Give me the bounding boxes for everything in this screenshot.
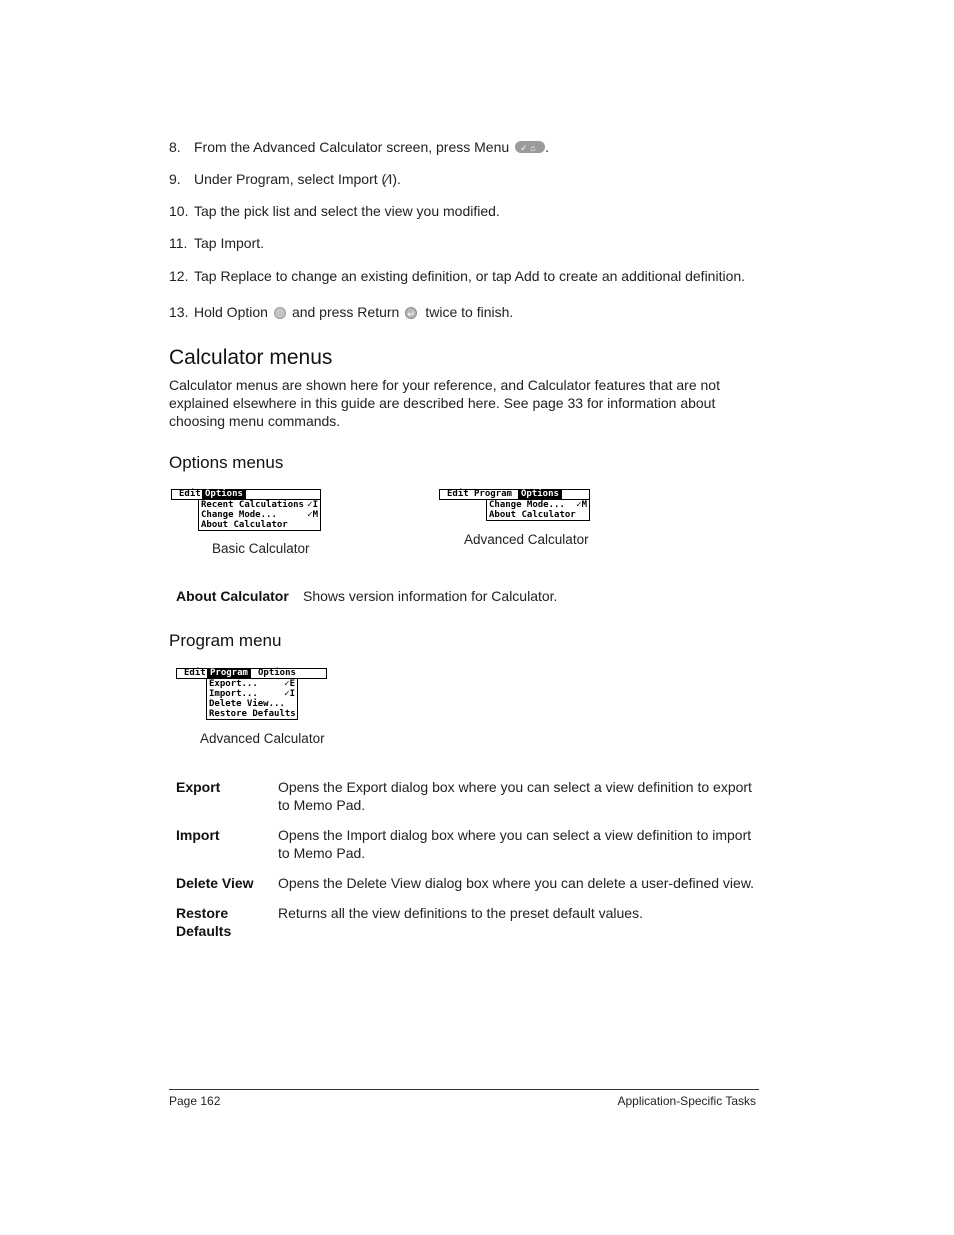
menu-item-import: Import... ✓I (209, 689, 295, 699)
return-key-icon (405, 307, 417, 319)
menu-bar-options: Options (518, 490, 562, 499)
desc-import: Opens the Import dialog box where you can select a view definition to import to Memo Pad. (278, 827, 752, 861)
menu-bar (176, 668, 327, 679)
menu-item-restore-defaults: Restore Defaults (209, 709, 296, 719)
basic-calculator-caption: Basic Calculator (212, 541, 310, 556)
term-export: Export (176, 779, 221, 795)
step-13: 13. Hold Option and press Return↵ twice to finish. (169, 303, 513, 321)
menu-bar-program: Program (474, 489, 512, 499)
menu-key-icon (515, 141, 545, 153)
menu-item-change-mode: Change Mode... ✓M (489, 500, 587, 510)
menu-item-export: Export... ✓E (209, 679, 295, 689)
step-12: 12. Tap Replace to change an existing definition, or tap Add to create an additional definition. (169, 268, 746, 284)
program-menu-screenshot (176, 668, 327, 726)
menu-bar-edit: Edit (179, 489, 201, 499)
options-dropdown (486, 500, 590, 521)
basic-options-menu-screenshot (171, 489, 321, 537)
program-dropdown (206, 679, 298, 720)
section-intro: Calculator menus are shown here for your reference, and Calculator features that are not explained elsewhere in this guide are described here. See page 33 for information about choosing menu commands. (169, 377, 720, 429)
advanced-options-menu-screenshot (439, 489, 590, 527)
step-8: 8. From the Advanced Calculator screen, press Menu✓ ⌂ . (169, 138, 549, 156)
menu-bar-options: Options (258, 668, 296, 678)
step-11: 11. Tap Import. (169, 235, 265, 251)
desc-export: Opens the Export dialog box where you can select a view definition to export to Memo Pad. (278, 779, 752, 813)
term-delete-view: Delete View (176, 875, 254, 891)
menu-bar (171, 489, 321, 500)
footer-rule (169, 1089, 759, 1090)
menu-item-recent-calculations: Recent Calculations ✓I (201, 500, 318, 510)
options-dropdown (198, 500, 321, 531)
option-key-icon (274, 307, 286, 319)
term-import: Import (176, 827, 220, 843)
menu-item-change-mode: Change Mode... ✓M (201, 510, 318, 520)
desc-restore-defaults: Returns all the view definitions to the preset default values. (278, 905, 643, 921)
menu-bar-program: Program (207, 669, 251, 678)
advanced-calculator-caption: Advanced Calculator (464, 532, 589, 547)
options-heading: Options menus (169, 453, 284, 472)
menu-item-delete-view: Delete View... (209, 699, 285, 709)
section-title: Calculator menus (169, 346, 333, 369)
term-restore-defaults: Restore Defaults (176, 905, 232, 939)
footer-chapter-title: Application-Specific Tasks (617, 1094, 756, 1108)
desc-delete-view: Opens the Delete View dialog box where you can delete a user-defined view. (278, 875, 755, 891)
menu-bar-edit: Edit (184, 668, 206, 678)
menu-item-about-calculator: About Calculator (201, 520, 288, 530)
menu-bar (439, 489, 590, 500)
footer-page-number: Page 162 (169, 1094, 221, 1108)
term-about-calculator: About Calculator (176, 588, 289, 604)
step-9: 9. Under Program, select Import (⁄I). (169, 171, 401, 187)
menu-bar-edit: Edit (447, 489, 469, 499)
menu-item-about-calculator: About Calculator (489, 510, 576, 520)
step-10: 10. Tap the pick list and select the view you modified. (169, 203, 500, 219)
program-heading: Program menu (169, 631, 282, 650)
menu-bar-options: Options (202, 490, 246, 499)
desc-about-calculator: Shows version information for Calculator. (303, 588, 558, 604)
program-menu-caption: Advanced Calculator (200, 731, 325, 746)
